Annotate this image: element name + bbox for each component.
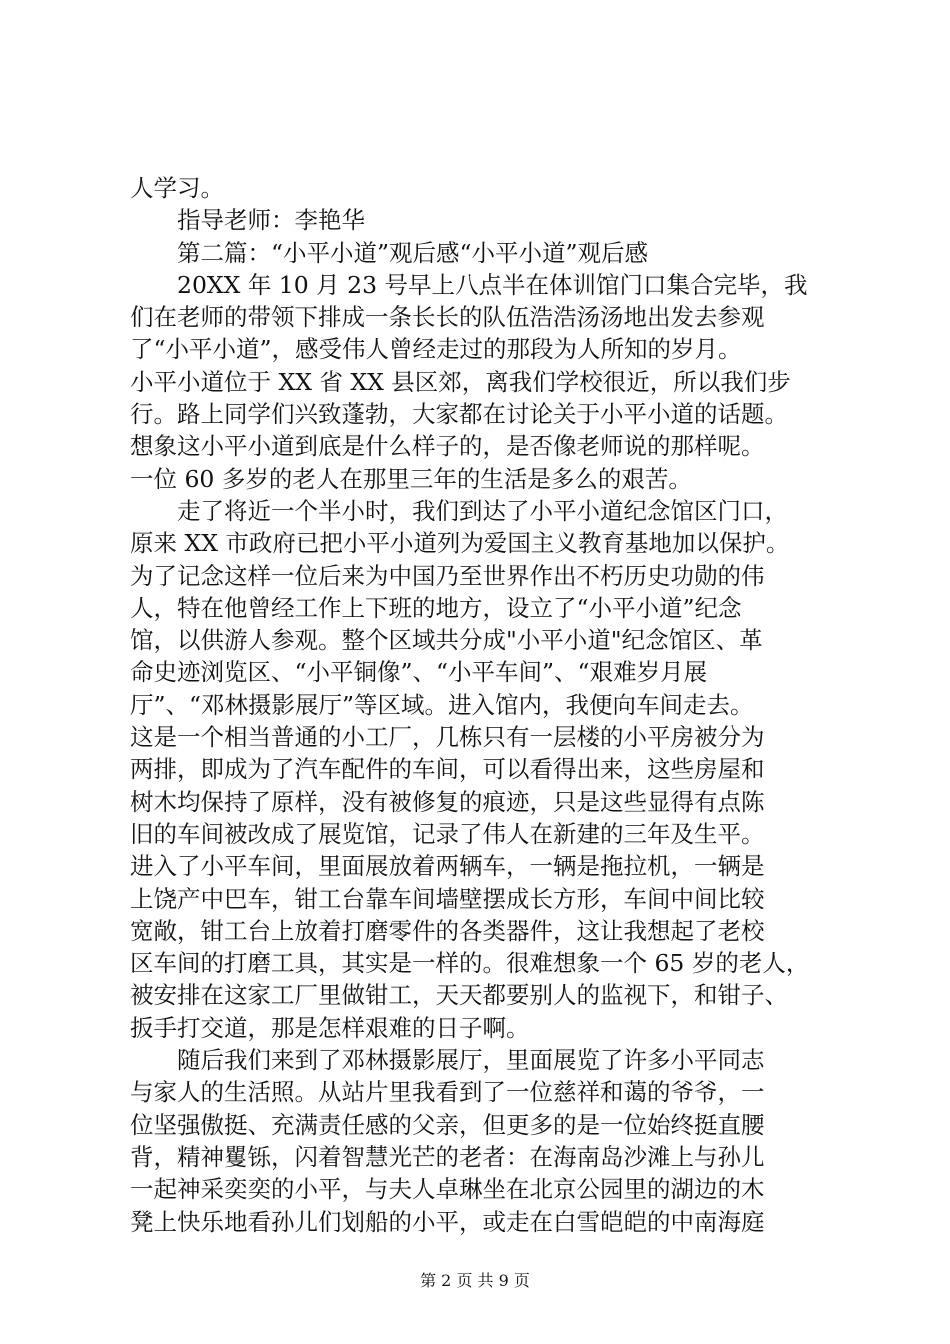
text-line: 树木均保持了原样，没有被修复的痕迹，只是这些显得有点陈 [130, 787, 765, 816]
text-line: 人学习。 [130, 174, 224, 202]
text-line: 两排，即成为了汽车配件的车间，可以看得出来，这些房屋和 [130, 755, 765, 784]
text-line: 旧的车间被改成了展览馆，记录了伟人在新建的三年及生平。 [130, 819, 765, 848]
text-line: 宽敞，钳工台上放着打磨零件的各类器件，这让我想起了老校 [130, 916, 765, 945]
text-line: 了“小平小道”，感受伟人曾经走过的那段为人所知的岁月。 [130, 335, 742, 364]
text-line: 命史迹浏览区、“小平铜像”、“小平车间”、“艰难岁月展 [130, 658, 708, 687]
text-line: 馆，以供游人参观。整个区域共分成"小平小道"纪念馆区、革 [130, 626, 763, 655]
text-line: 原来 XX 市政府已把小平小道列为爱国主义教育基地加以保护。 [130, 529, 790, 558]
text-line: 凳上快乐地看孙儿们划船的小平，或走在白雪皑皑的中南海庭 [130, 1207, 765, 1236]
text-line: 扳手打交道，那是怎样艰难的日子啊。 [130, 1013, 530, 1042]
text-line: 指导老师：李艳华 [177, 206, 365, 235]
text-line: 厅”、“邓林摄影展厅”等区域。进入馆内，我便向车间走去。 [130, 690, 754, 719]
text-line: 上饶产中巴车，钳工台靠车间墙壁摆成长方形，车间中间比较 [130, 884, 765, 913]
text-line: 小平小道位于 XX 省 XX 县区郊，离我们学校很近，所以我们步 [130, 367, 791, 396]
text-line: 为了记念这样一位后来为中国乃至世界作出不朽历史功勋的伟 [130, 561, 765, 590]
text-line: 想象这小平小道到底是什么样子的，是否像老师说的那样呢。 [130, 432, 765, 461]
text-line: 随后我们来到了邓林摄影展厅，里面展览了许多小平同志 [177, 1046, 765, 1075]
body-text [130, 172, 830, 1238]
text-line: 一位 60 多岁的老人在那里三年的生活是多么的艰苦。 [130, 464, 692, 493]
text-line: 行。路上同学们兴致蓬勃，大家都在讨论关于小平小道的话题。 [130, 400, 788, 429]
text-line: 走了将近一个半小时，我们到达了小平小道纪念馆区门口， [177, 496, 788, 525]
text-line: 20XX 年 10 月 23 号早上八点半在体训馆门口集合完毕，我 [177, 270, 808, 299]
text-line: 位坚强傲挺、充满责任感的父亲，但更多的是一位始终挺直腰 [130, 1110, 765, 1139]
text-line: 与家人的生活照。从站片里我看到了一位慈祥和蔼的爷爷，一 [130, 1078, 765, 1107]
text-line: 一起神采奕奕的小平，与夫人卓琳坐在北京公园里的湖边的木 [130, 1175, 765, 1204]
text-line: 们在老师的带领下排成一条长长的队伍浩浩汤汤地出发去参观 [130, 303, 765, 332]
text-line: 人，特在他曾经工作上下班的地方，设立了“小平小道”纪念 [130, 593, 742, 622]
text-line: 进入了小平车间，里面展放着两辆车，一辆是拖拉机，一辆是 [130, 852, 765, 881]
text-line: 区车间的打磨工具，其实是一样的。很难想象一个 65 岁的老人， [130, 949, 810, 978]
text-line: 被安排在这家工厂里做钳工，天天都要别人的监视下，和钳子、 [130, 981, 788, 1010]
text-line: 背，精神矍铄，闪着智慧光芒的老者：在海南岛沙滩上与孙儿 [130, 1142, 765, 1171]
text-line: 第二篇：“小平小道”观后感“小平小道”观后感 [177, 238, 649, 267]
text-line: 这是一个相当普通的小工厂，几栋只有一层楼的小平房被分为 [130, 723, 765, 752]
page-footer: 第 2 页 共 9 页 [420, 1271, 530, 1290]
